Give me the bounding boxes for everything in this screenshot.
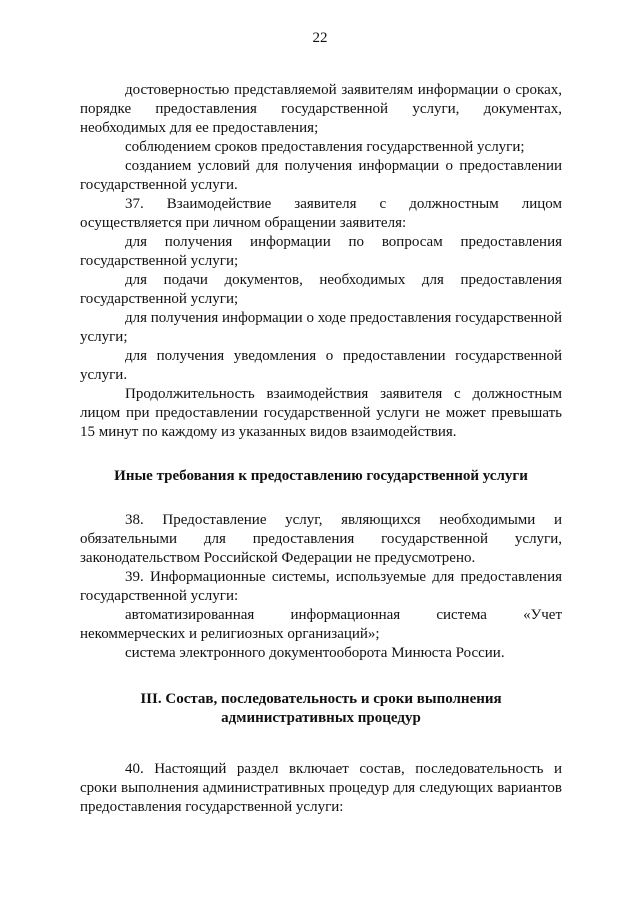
paragraph-progress-information: для получения информации о ходе предоставления государственной услуги; xyxy=(80,310,562,345)
paragraph-39: 39. Информационные системы, используемые для предоставления государственной услуги: xyxy=(80,569,562,604)
paragraph-conditions: созданием условий для получения информации о предоставлении государственной услуги. xyxy=(80,158,562,193)
document-body xyxy=(80,81,562,817)
section-heading-other-requirements: Иные требования к предоставлению государственной услуги xyxy=(114,468,528,484)
paragraph-submit-documents: для подачи документов, необходимых для предоставления государственной услуги; xyxy=(80,272,562,307)
paragraph-deadlines: соблюдением сроков предоставления государственной услуги; xyxy=(125,139,525,155)
paragraph-notification: для получения уведомления о предоставлении государственной услуги. xyxy=(80,348,562,383)
paragraph-get-information: для получения информации по вопросам предоставления государственной услуги; xyxy=(80,234,562,269)
section-heading-iii-line1: III. Состав, последовательность и сроки выполнения xyxy=(140,691,502,707)
section-heading-iii xyxy=(80,690,562,728)
paragraph-ais-system: автоматизированная информационная система «Учет некоммерческих и религиозных организаций»; xyxy=(80,607,562,642)
paragraph-edms-system: система электронного документооборота Минюста России. xyxy=(125,645,505,661)
paragraph-reliability: достоверностью представляемой заявителям информации о сроках, порядке предоставления государственной услуги, документах, необходимых для ее предоставления; xyxy=(80,82,562,136)
paragraph-37: 37. Взаимодействие заявителя с должностным лицом осуществляется при личном обращении заявителя: xyxy=(80,196,562,231)
page-number: 22 xyxy=(312,30,328,46)
paragraph-duration: Продолжительность взаимодействия заявителя с должностным лицом при предоставлении государственной услуги не может превышать 15 минут по каждому из указанных видов взаимодействия. xyxy=(80,386,562,440)
section-heading-iii-line2: административных процедур xyxy=(221,710,421,726)
paragraph-38: 38. Предоставление услуг, являющихся необходимыми и обязательными для предоставления государственной услуги, законодательством Российской Федерации не предусмотрено. xyxy=(80,512,562,566)
paragraph-40: 40. Настоящий раздел включает состав, последовательность и сроки выполнения административных процедур для следующих вариантов предоставления государственной услуги: xyxy=(80,761,562,815)
